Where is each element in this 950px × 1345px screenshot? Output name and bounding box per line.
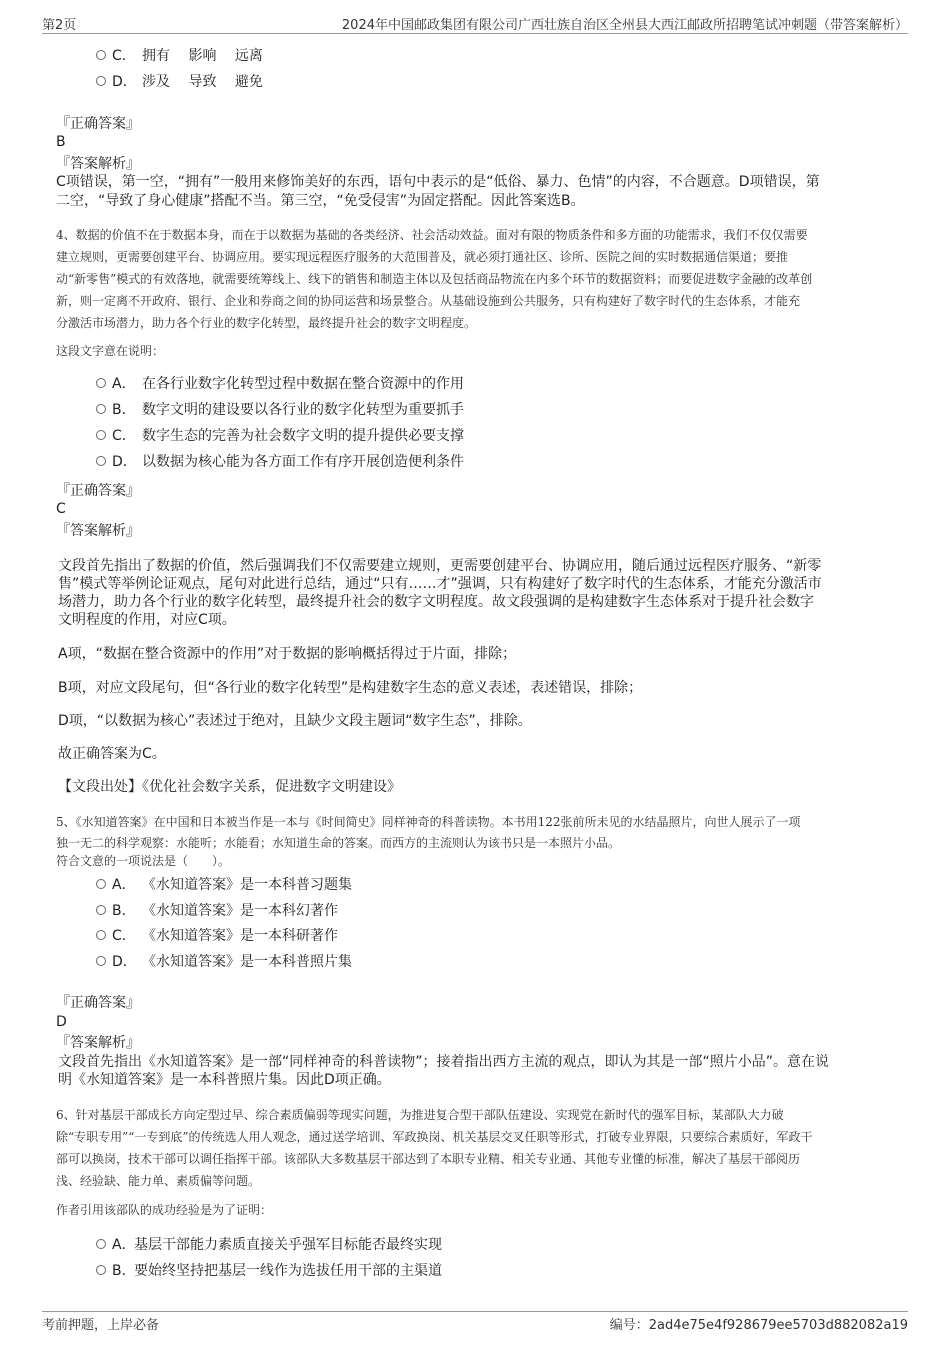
- q4-analysis-para-a: A项，“数据在整合资源中的作用”对于数据的影响概括得过于片面，排除；: [58, 646, 517, 662]
- q4-option-c[interactable]: C． 数字生态的完善为社会数字文明的提升提供必要支撑: [96, 426, 464, 446]
- q4-analysis-label: 『答案解析』: [56, 523, 140, 539]
- q6-option-b[interactable]: B．要始终坚持把基层一线作为选拔任用干部的主渠道: [96, 1261, 442, 1281]
- q4-option-a[interactable]: A． 在各行业数字化转型过程中数据在整合资源中的作用: [96, 374, 464, 394]
- header-divider: [42, 33, 908, 34]
- q3-answer-label: 『正确答案』: [56, 116, 140, 132]
- radio-icon[interactable]: [96, 430, 106, 440]
- q4-answer: C: [56, 501, 66, 517]
- q4-analysis-line-2: 售”模式等举例论证观点，尾句对此进行总结，通过“只有……才”强调，只有构建好了数字时代的生态体系，才能充分激活市: [58, 576, 822, 592]
- q3-option-d[interactable]: D． 涉及 导致 避免: [96, 72, 263, 92]
- q4-analysis-para-b: B项，对应文段尾句，但“各行业的数字化转型”是构建数字生态的意义表述，表述错误，排除；: [58, 680, 643, 696]
- q4-answer-label: 『正确答案』: [56, 483, 140, 499]
- q3-option-c[interactable]: C． 拥有 影响 远离: [96, 46, 263, 66]
- q5-stem-line-1: 5、《水知道答案》在中国和日本被当作是一本与《时间简史》同样神奇的科普读物。本书用122张前所未见的水结晶照片，向世人展示了一项: [56, 815, 801, 829]
- radio-icon[interactable]: [96, 905, 106, 915]
- document-title: 2024年中国邮政集团有限公司广西壮族自治区全州县大西江邮政所招聘笔试冲刺题（带答案解析）: [341, 18, 908, 33]
- q4-prompt: 这段文字意在说明：: [56, 344, 165, 358]
- q5-stem-line-2: 独一无二的科学观察：水能听；水能看；水知道生命的答案。而西方的主流则认为该书只是一本照片小品。: [56, 836, 621, 850]
- q4-conclusion: 故正确答案为C。: [58, 746, 166, 762]
- document-id: 编号：2ad4e75e4f928679ee5703d882082a19: [609, 1318, 908, 1333]
- radio-icon[interactable]: [96, 1239, 106, 1249]
- q5-answer: D: [56, 1014, 67, 1030]
- q4-option-d[interactable]: D． 以数据为核心能为各方面工作有序开展创造便利条件: [96, 452, 464, 472]
- radio-icon[interactable]: [96, 378, 106, 388]
- q6-stem-line-1: 6、针对基层干部成长方向定型过早、综合素质偏弱等现实问题，为推进复合型干部队伍建设、实现党在新时代的强军目标，某部队大力破: [56, 1108, 784, 1122]
- q5-analysis-line-1: 文段首先指出《水知道答案》是一部“同样神奇的科普读物”；接着指出西方主流的观点，即认为其是一部“照片小品”。意在说: [58, 1054, 830, 1070]
- q6-stem-line-4: 浅、经验缺、能力单、素质偏等问题。: [56, 1174, 261, 1188]
- q4-stem-line-3: 动“新零售”模式的有效落地，就需要统筹线上、线下的销售和制造主体以及包括商品物流在内多个环节的数据资料；而要促进数字金融的改革创: [56, 272, 813, 286]
- radio-icon[interactable]: [96, 456, 106, 466]
- q6-option-a[interactable]: A．基层干部能力素质直接关乎强军目标能否最终实现: [96, 1235, 442, 1255]
- q3-answer: B: [56, 134, 66, 150]
- q4-analysis-line-4: 文明程度的作用，对应C项。: [58, 612, 236, 628]
- q4-analysis-line-1: 文段首先指出了数据的价值，然后强调我们不仅需要建立规则，更需要创建平台、协调应用，随后通过远程医疗服务、“新零: [58, 558, 822, 574]
- q4-source: 【文段出处】《优化社会数字关系，促进数字文明建设》: [58, 779, 401, 795]
- q5-option-d[interactable]: D． 《水知道答案》是一本科普照片集: [96, 952, 352, 972]
- q4-stem-line-1: 4、数据的价值不在于数据本身，而在于以数据为基础的各类经济、社会活动效益。面对有限的物质条件和多方面的功能需求，我们不仅仅需要: [56, 228, 808, 242]
- radio-icon[interactable]: [96, 956, 106, 966]
- radio-icon[interactable]: [96, 50, 106, 60]
- q5-analysis-label: 『答案解析』: [56, 1035, 140, 1051]
- q4-analysis-para-d: D项，“以数据为核心”表述过于绝对，且缺少文段主题词“数字生态”，排除。: [58, 713, 532, 729]
- footer-slogan: 考前押题，上岸必备: [42, 1318, 160, 1333]
- q5-option-c[interactable]: C． 《水知道答案》是一本科研著作: [96, 926, 338, 946]
- q5-analysis-line-2: 明《水知道答案》是一本科普照片集。因此D项正确。: [58, 1072, 391, 1088]
- q3-analysis-line-1: C项错误，第一空，“拥有”一般用来修饰美好的东西，语句中表示的是“低俗、暴力、色情”的内容，不合题意。D项错误，第: [56, 174, 820, 190]
- q5-option-b[interactable]: B． 《水知道答案》是一本科幻著作: [96, 901, 338, 921]
- q3-analysis-line-2: 二空，“导致了身心健康”搭配不当。第三空，“免受侵害”为固定搭配。因此答案选B。: [56, 193, 585, 209]
- q5-answer-label: 『正确答案』: [56, 995, 140, 1011]
- q4-option-b[interactable]: B． 数字文明的建设要以各行业的数字化转型为重要抓手: [96, 400, 464, 420]
- q4-stem-line-2: 建立规则，更需要创建平台、协调应用。要实现远程医疗服务的大范围普及，就必须打通社区、诊所、医院之间的实时数据通信渠道；要推: [56, 250, 789, 264]
- q6-prompt: 作者引用该部队的成功经验是为了证明：: [56, 1203, 273, 1217]
- q4-stem-line-5: 分激活市场潜力，助力各个行业的数字化转型，最终提升社会的数字文明程度。: [56, 316, 477, 330]
- page-number: 第2页: [42, 18, 77, 33]
- q5-prompt: 符合文意的一项说法是（ ）。: [56, 854, 231, 868]
- q4-analysis-line-3: 场潜力，助力各个行业的数字化转型，最终提升社会的数字文明程度。故文段强调的是构建数字生态体系对于提升社会数字: [58, 594, 814, 610]
- radio-icon[interactable]: [96, 404, 106, 414]
- q6-stem-line-2: 除“专职专用”“一专到底”的传统选人用人观念，通过送学培训、军政换岗、机关基层交叉任职等形式，打破专业界限，只要综合素质好，军政干: [56, 1130, 813, 1144]
- q5-option-a[interactable]: A． 《水知道答案》是一本科普习题集: [96, 875, 352, 895]
- radio-icon[interactable]: [96, 1265, 106, 1275]
- q6-stem-line-3: 部可以换岗，技术干部可以调任指挥干部。该部队大多数基层干部达到了本职专业精、相关专业通、其他专业懂的标准，解决了基层干部阅历: [56, 1152, 801, 1166]
- radio-icon[interactable]: [96, 76, 106, 86]
- footer-divider: [42, 1311, 908, 1312]
- q4-stem-line-4: 新，则一定离不开政府、银行、企业和券商之间的协同运营和场景整合。从基础设施到公共服务，只有构建好了数字时代的生态体系，才能充: [56, 294, 801, 308]
- radio-icon[interactable]: [96, 930, 106, 940]
- q3-analysis-label: 『答案解析』: [56, 156, 140, 172]
- radio-icon[interactable]: [96, 879, 106, 889]
